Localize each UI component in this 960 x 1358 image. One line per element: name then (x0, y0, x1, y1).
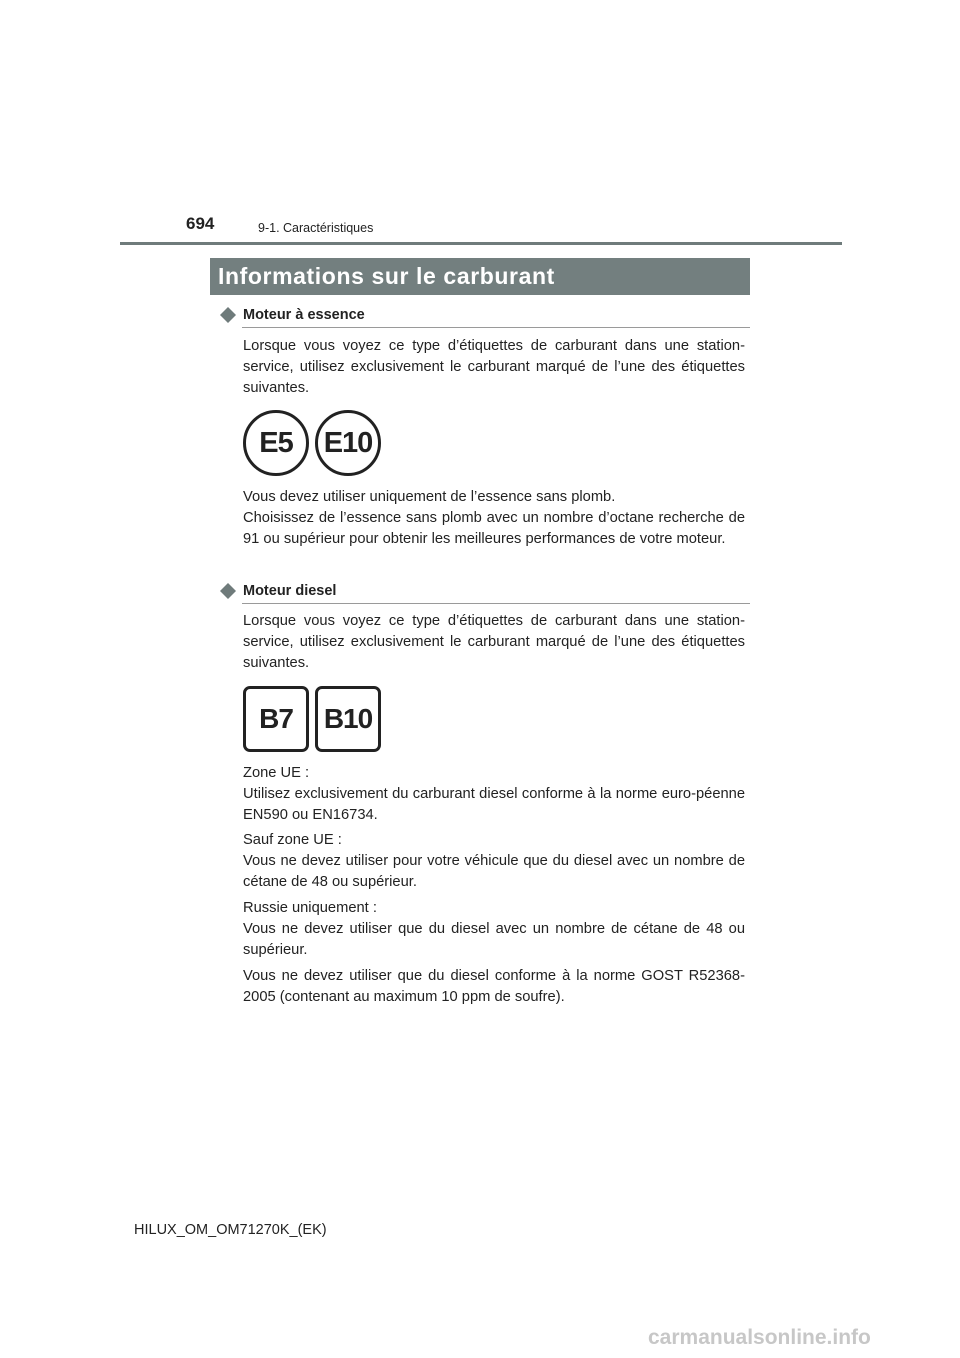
page-title: Informations sur le carburant (210, 258, 750, 295)
section-reference: 9-1. Caractéristiques (258, 221, 374, 235)
document-code: HILUX_OM_OM71270K_(EK) (134, 1222, 327, 1238)
eu-zone-text: Utilisez exclusivement du carburant diesel conforme à la norme euro-péenne EN590 ou EN16734. (243, 786, 745, 823)
fuel-label-b7: B7 (243, 686, 309, 752)
non-eu-zone-title: Sauf zone UE : (243, 832, 342, 848)
petrol-unleaded-note: Vous devez utiliser uniquement de l’essence sans plomb. (243, 489, 616, 505)
watermark: carmanualsonline.info (648, 1326, 871, 1349)
page-number: 694 (186, 214, 215, 233)
diamond-bullet-icon (220, 307, 236, 323)
fuel-label-e10: E10 (315, 410, 381, 476)
petrol-octane-note: Choisissez de l’essence sans plomb avec un nombre d’octane recherche de 91 ou supérieur pour obtenir les meilleures performances de votre moteur. (243, 510, 745, 547)
petrol-heading-rule (242, 327, 750, 328)
russia-title: Russie uniquement : (243, 900, 377, 916)
diesel-heading (220, 582, 750, 604)
russia-text: Vous ne devez utiliser que du diesel avec un nombre de cétane de 48 ou supérieur. (243, 921, 745, 958)
diamond-bullet-icon (220, 583, 236, 599)
russia-block (243, 898, 745, 961)
header-divider (120, 242, 842, 245)
diesel-intro: Lorsque vous voyez ce type d’étiquettes de carburant dans une station-service, utilisez exclusivement le carburant marqué de l’une des étiquettes suivantes. (243, 613, 745, 671)
diesel-heading-rule (242, 603, 750, 604)
eu-zone-title: Zone UE : (243, 765, 310, 781)
fuel-label-b10: B10 (315, 686, 381, 752)
petrol-heading (220, 306, 750, 328)
non-eu-zone-text: Vous ne devez utiliser pour votre véhicule que du diesel avec un nombre de cétane de 48 ou supérieur. (243, 853, 745, 890)
eu-zone-block (243, 763, 745, 826)
fuel-label-e5: E5 (243, 410, 309, 476)
petrol-heading-label: Moteur à essence (243, 307, 365, 323)
gost-note: Vous ne devez utiliser que du diesel conforme à la norme GOST R52368-2005 (contenant au maximum 10 ppm de soufre). (243, 968, 745, 1005)
petrol-intro: Lorsque vous voyez ce type d’étiquettes de carburant dans une station-service, utilisez exclusivement le carburant marqué de l’une des étiquettes suivantes. (243, 338, 745, 396)
non-eu-zone-block (243, 830, 745, 893)
diesel-heading-label: Moteur diesel (243, 583, 337, 599)
